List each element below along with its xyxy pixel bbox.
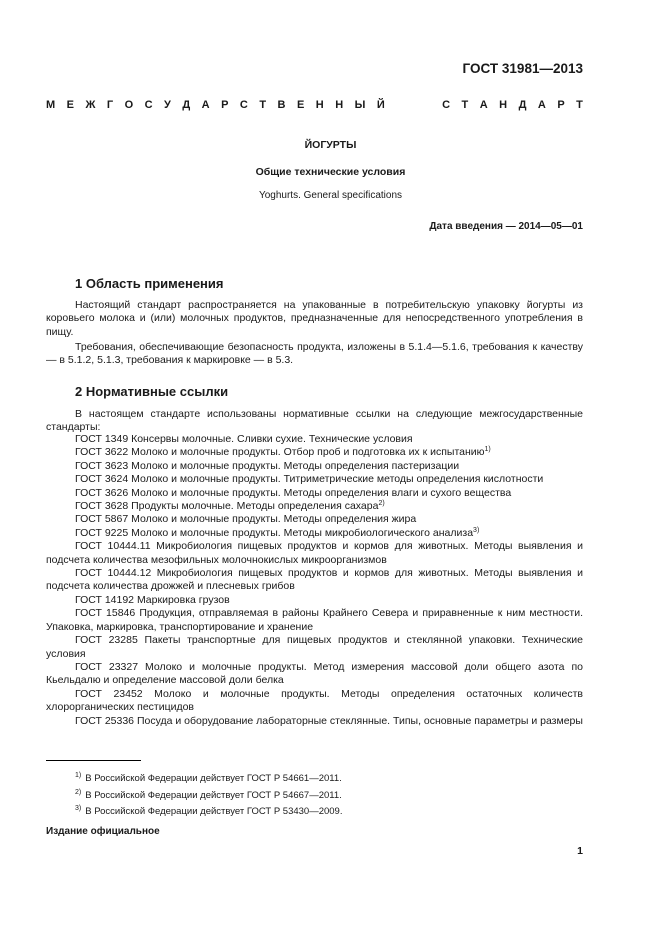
banner-letter: В <box>277 99 286 111</box>
banner-letter: Д <box>182 99 191 111</box>
document-subtitle: Общие технические условия <box>255 166 406 178</box>
footnote-ref: 2) <box>378 500 385 508</box>
banner-letter: С <box>144 99 153 111</box>
footnote-ref: 1) <box>484 446 491 454</box>
reference-item <box>46 527 583 540</box>
footnotes <box>75 771 342 821</box>
banner-letter: У <box>164 99 171 111</box>
banner-letter: Т <box>259 99 267 111</box>
banner-letter: А <box>537 99 546 111</box>
banner-letter: Ы <box>354 99 366 111</box>
banner-letter: Н <box>335 99 344 111</box>
banner-letter: А <box>479 99 488 111</box>
banner-letter: Е <box>66 99 74 111</box>
banner-letter: Т <box>576 99 583 111</box>
banner-letter: Н <box>315 99 324 111</box>
section-2-intro <box>46 408 583 435</box>
footnote-separator <box>46 760 141 761</box>
introduction-date: Дата введения — 2014—05—01 <box>429 221 583 232</box>
banner-letter: С <box>239 99 248 111</box>
reference-item <box>46 473 583 486</box>
reference-text: ГОСТ 23327 Молоко и молочные продукты. Метод измерения массовой доли общего азота по Кьельдалю и определение массовой доли белка <box>46 660 583 687</box>
banner-letter: Ж <box>85 99 96 111</box>
footnote-mark: 2) <box>75 788 82 796</box>
banner-letter: О <box>124 99 134 111</box>
reference-item <box>46 634 583 661</box>
reference-text: ГОСТ 23285 Пакеты транспортные для пищевых продуктов и стеклянной упаковки. Технические условия <box>46 634 583 660</box>
reference-text: ГОСТ 3623 Молоко и молочные продукты. Методы определения пастеризации <box>75 459 460 472</box>
reference-text: ГОСТ 5867 Молоко и молочные продукты. Методы определения жира <box>75 513 417 526</box>
reference-item <box>46 540 583 567</box>
section-1-paragraph-1 <box>46 299 583 339</box>
reference-text: ГОСТ 23452 Молоко и молочные продукты. Методы определения остаточных количеств хлорорганических пестицидов <box>46 687 583 714</box>
document-title: ЙОГУРТЫ <box>304 139 357 151</box>
reference-item <box>46 487 583 500</box>
reference-item <box>46 500 583 513</box>
reference-item <box>46 688 583 715</box>
reference-text: ГОСТ 3624 Молоко и молочные продукты. Титриметрические методы определения кислотности <box>75 473 544 486</box>
banner-letter: Р <box>557 99 565 111</box>
footnote-ref: 3) <box>473 526 480 534</box>
reference-text: ГОСТ 10444.11 Микробиология пищевых продуктов и кормов для животных. Методы выявления и подсчета количества мезофильных молочнокислых микроорганизмов <box>46 540 583 566</box>
section-1-heading: 1 Область применения <box>75 276 224 291</box>
reference-text: ГОСТ 1349 Консервы молочные. Сливки сухие. Технические условия <box>75 433 413 445</box>
official-edition-label: Издание официальное <box>46 826 160 837</box>
banner-letter: Р <box>221 99 229 111</box>
reference-item <box>46 460 583 473</box>
footnote-mark: 1) <box>75 772 82 779</box>
footnote-item <box>75 804 342 821</box>
reference-text: ГОСТ 3622 Молоко и молочные продукты. Отбор проб и подготовка их к испытанию <box>75 446 485 459</box>
reference-text: ГОСТ 15846 Продукция, отправляемая в районы Крайнего Севера и приравненные к ним местности. Упаковка, маркировка, транспортирование и хранение <box>46 607 583 633</box>
footnote-item <box>75 788 342 805</box>
reference-text: ГОСТ 14192 Маркировка грузов <box>75 593 230 606</box>
banner-letter: Т <box>461 99 469 111</box>
interstate-standard-banner <box>46 99 583 111</box>
footnote-item <box>75 771 342 788</box>
english-title: Yoghurts. General specifications <box>258 190 403 201</box>
paragraph-text: Настоящий стандарт распространяется на упакованные в потребительскую упаковку йогурты из коровьего молока и (или) молочных продуктов, предназначенные для непосредственного употребления в пищу. <box>46 299 583 338</box>
banner-letter: Н <box>499 99 508 111</box>
section-2-heading: 2 Нормативные ссылки <box>75 384 229 399</box>
section-1-paragraph-2 <box>46 341 583 368</box>
footnote-mark: 3) <box>75 805 82 812</box>
reference-item <box>46 607 583 634</box>
reference-item <box>46 715 583 728</box>
banner-letter: Й <box>376 99 385 111</box>
reference-text: ГОСТ 3626 Молоко и молочные продукты. Методы определения влаги и сухого вещества <box>75 486 512 499</box>
banner-letter: А <box>201 99 210 111</box>
reference-text: ГОСТ 10444.12 Микробиология пищевых продуктов и кормов для животных. Методы выявления и подсчета количества дрожжей и плесневых грибов <box>46 567 583 593</box>
reference-item <box>46 567 583 594</box>
reference-item <box>46 594 583 607</box>
paragraph-text: В настоящем стандарте использованы нормативные ссылки на следующие межгосударственные стандарты: <box>46 408 583 434</box>
banner-letter: Д <box>518 99 527 111</box>
normative-references-list <box>46 433 583 728</box>
paragraph-text: Требования, обеспечивающие безопасность продукта, изложены в 5.1.4—5.1.6, требования к качеству — в 5.1.2, 5.1.3, требования к маркировке — в 5.3. <box>46 341 583 367</box>
page-number: 1 <box>577 845 583 857</box>
footnote-text: В Российской Федерации действует ГОСТ Р 54661—2011. <box>85 773 342 784</box>
reference-item <box>46 446 583 459</box>
footnote-text: В Российской Федерации действует ГОСТ Р 53430—2009. <box>85 806 343 817</box>
reference-item <box>46 661 583 688</box>
reference-text: ГОСТ 9225 Молоко и молочные продукты. Методы микробиологического анализа <box>75 526 474 539</box>
reference-text: ГОСТ 3628 Продукты молочные. Методы определения сахара <box>75 500 379 513</box>
footnote-text: В Российской Федерации действует ГОСТ Р 54667—2011. <box>85 789 342 801</box>
banner-letter: Г <box>106 99 114 111</box>
reference-item <box>46 433 583 446</box>
banner-letter: Е <box>296 99 305 111</box>
reference-item <box>46 513 583 526</box>
banner-letter: С <box>442 99 451 111</box>
document-number: ГОСТ 31981—2013 <box>462 61 583 76</box>
reference-text: ГОСТ 25336 Посуда и оборудование лабораторные стеклянные. Типы, основные параметры и размеры <box>75 714 583 727</box>
banner-letter: М <box>46 99 56 111</box>
